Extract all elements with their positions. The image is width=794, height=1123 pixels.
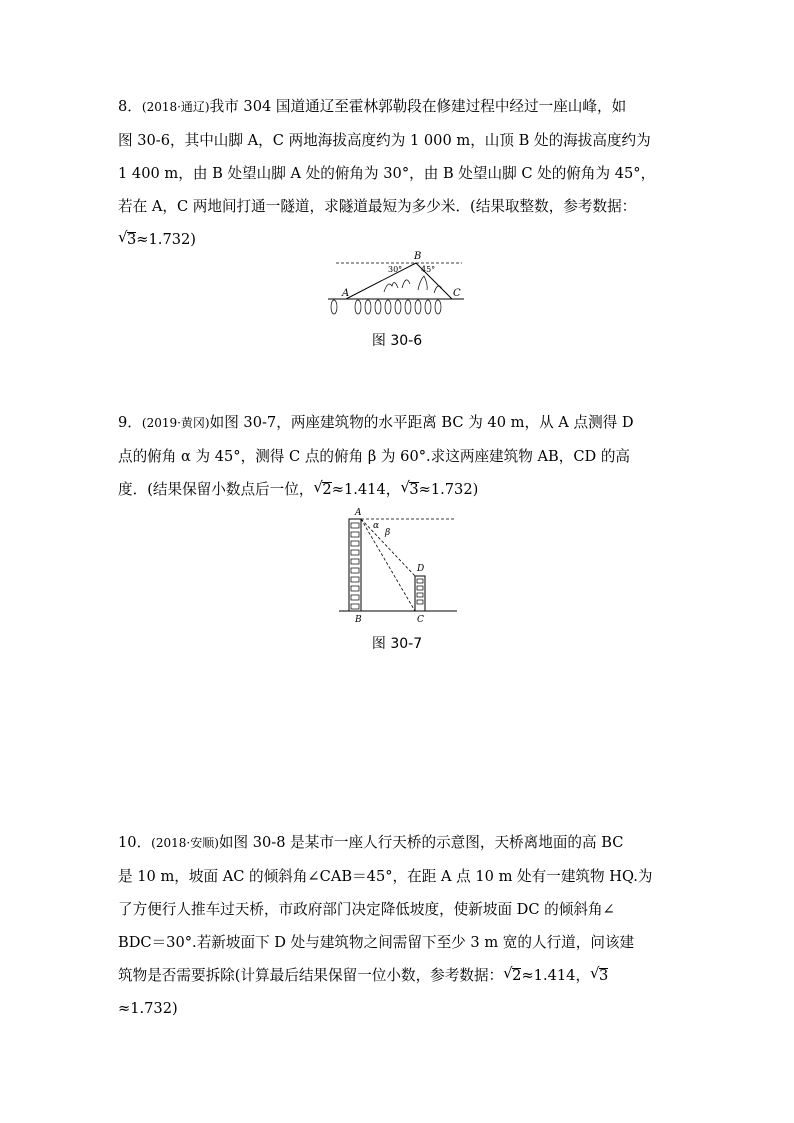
problem-8-line-4: 若在 A，C 两地间打通一隧道，求隧道最短为多少米．(结果取整数，参考数据： xyxy=(118,198,637,215)
problem-10 xyxy=(118,826,678,1025)
figure-30-6 xyxy=(322,248,472,323)
problem-10-line-3: 了方便行人推车过天桥，市政府部门决定降低坡度，使新坡面 DC 的倾斜角∠ xyxy=(118,901,615,918)
sqrt-symbol: √ 3 xyxy=(118,228,137,248)
problem-9-text-4: ≈1.414， xyxy=(331,481,401,498)
sqrt-symbol: √ 3 xyxy=(400,478,419,498)
label-d: D xyxy=(417,564,425,574)
problem-10-text-1: 如图 30-8 是某市一座人行天桥的示意图，天桥离地面的高 BC xyxy=(218,834,624,851)
problem-9-line-1 xyxy=(118,406,678,440)
sqrt-symbol: √ 2 xyxy=(503,964,522,984)
problem-8-number: 8． xyxy=(118,98,142,115)
tree-icons xyxy=(331,300,441,314)
label-a: A xyxy=(342,288,350,299)
figure-30-7 xyxy=(335,505,460,627)
figure-30-6-caption: 图 30-6 xyxy=(371,333,423,349)
building-cd-floors xyxy=(417,579,423,604)
problem-9-line-2: 点的俯角 α 为 45°，测得 C 点的俯角 β 为 60°.求这两座建筑物 AB，CD 的高 xyxy=(118,448,631,465)
label-alpha: α xyxy=(373,521,380,531)
problem-9-source: (2019·黄冈) xyxy=(141,416,210,430)
label-beta: β xyxy=(385,528,391,538)
label-c: C xyxy=(453,288,461,299)
label-a: A xyxy=(355,508,362,518)
problem-8 xyxy=(118,90,678,256)
problem-10-line-4: BDC＝30°.若新坡面下 D 处与建筑物之间需留下至少 3 m 宽的人行道，问该建 xyxy=(118,934,635,951)
problem-10-text-5: 筑物是否需要拆除(计算最后结果保留一位小数，参考数据： xyxy=(118,967,504,984)
label-b: B xyxy=(414,251,422,262)
building-ab-floors xyxy=(351,523,359,609)
problem-9-text-1: 如图 30-7，两座建筑物的水平距离 BC 为 40 m，从 A 点测得 D xyxy=(209,414,634,431)
problem-10-line-2: 是 10 m，坡面 AC 的倾斜角∠CAB＝45°，在距 A 点 10 m 处有一建筑物 HQ.为 xyxy=(118,868,653,885)
sqrt-symbol: √ 3 xyxy=(590,964,609,984)
problem-9-number: 9． xyxy=(118,414,142,431)
problem-10-number: 10． xyxy=(118,834,152,851)
figure-30-7-caption: 图 30-7 xyxy=(371,636,423,652)
angle-45: 45° xyxy=(421,265,436,274)
problem-9-line-3 xyxy=(118,473,678,506)
problem-9-text-3: 度．(结果保留小数点后一位， xyxy=(118,481,314,498)
problem-10-source: (2018·安顺) xyxy=(151,836,219,850)
problem-8-line-3: 1 400 m，由 B 处望山脚 A 处的俯角为 30°，由 B 处望山脚 C 处的俯角为 45°， xyxy=(118,165,656,182)
problem-10-line-6: ≈1.732) xyxy=(118,1000,178,1017)
problem-8-source: (2018·通辽) xyxy=(141,100,210,114)
problem-8-line-2: 图 30-6，其中山脚 A，C 两地海拔高度约为 1 000 m，山顶 B 处的海拔高度约为 xyxy=(118,132,651,149)
label-c: C xyxy=(417,615,424,625)
problem-8-line-1 xyxy=(118,90,678,124)
problem-8-text-1: 我市 304 国道通辽至霍林郭勒段在修建过程中经过一座山峰，如 xyxy=(209,98,627,115)
problem-9 xyxy=(118,406,678,506)
problem-10-text-6: ≈1.414， xyxy=(521,967,591,984)
sqrt-symbol: √ 2 xyxy=(313,478,332,498)
problem-9-text-5: ≈1.732) xyxy=(418,481,479,498)
angle-30: 30° xyxy=(388,265,403,274)
problem-8-text-5: ≈1.732) xyxy=(136,231,196,248)
problem-10-line-5 xyxy=(118,959,678,992)
label-b: B xyxy=(355,615,362,625)
problem-10-line-1 xyxy=(118,826,678,860)
